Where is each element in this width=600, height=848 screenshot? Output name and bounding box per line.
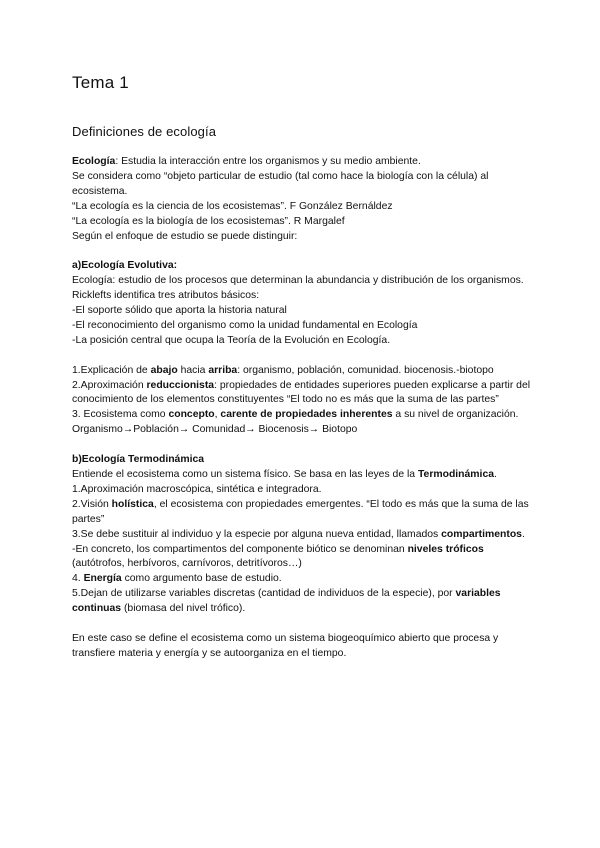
page-title: Tema 1	[72, 73, 129, 92]
section-b-line: 4. Energía como argumento base de estudio.	[72, 573, 282, 585]
section-b-line: 2.Visión holística, el ecosistema con propiedades emergentes. “El todo es más que la suma de las partes”	[72, 498, 529, 525]
section-title: Definiciones de ecología	[72, 124, 217, 139]
section-a-line: Ricklefts identifica tres atributos básicos:	[72, 290, 260, 302]
section-b-line: 3.Se debe sustituir al individuo y la especie por alguna nueva entidad, llamados compartimentos.	[72, 528, 525, 540]
section-a-point-1: 1.Explicación de abajo hacia arriba: organismo, población, comunidad. biocenosis.-biotopo	[72, 364, 494, 376]
section-b-line: 5.Dejan de utilizarse variables discretas (cantidad de individuos de la especie), por variables continuas (biomasa del nivel trófico).	[72, 588, 501, 615]
section-a-line: -El soporte sólido que aporta la historia natural	[72, 305, 287, 317]
section-b-heading: b)Ecología Termodinámica	[72, 454, 205, 466]
intro-definition: Ecología: Estudia la interacción entre los organismos y su medio ambiente.	[72, 156, 421, 167]
hierarchy-chain: Organismo→Población→ Comunidad→ Biocenosis→ Biotopo	[72, 424, 358, 436]
section-a-line: Ecología: estudio de los procesos que determinan la abundancia y distribución de los organismos.	[72, 275, 524, 287]
intro-line: Según el enfoque de estudio se puede distinguir:	[72, 230, 298, 242]
section-a-point-2: 2.Aproximación reduccionista: propiedades de entidades superiores pueden explicarse a partir del conocimiento de los elementos constituyentes “El todo no es más que la suma de las partes”	[72, 379, 531, 406]
intro-line: Se considera como “objeto particular de estudio (tal como hace la biología con la célula) al ecosistema.	[72, 170, 489, 197]
quote-gonzalez: “La ecología es la ciencia de los ecosistemas”. F González Bernáldez	[72, 200, 393, 212]
section-b-line: 1.Aproximación macroscópica, sintética e integradora.	[72, 483, 322, 495]
term-ecologia: Ecología	[72, 156, 116, 167]
section-a-heading: a)Ecología Evolutiva:	[72, 260, 178, 272]
section-b-line: Entiende el ecosistema como un sistema físico. Se basa en las leyes de la Termodinámica.	[72, 468, 497, 480]
section-a-line: -La posición central que ocupa la Teoría de la Evolución en Ecología.	[72, 334, 391, 346]
section-a-line: -El reconocimiento del organismo como la unidad fundamental en Ecología	[72, 319, 418, 331]
quote-margalef: “La ecología es la biología de los ecosistemas”. R Margalef	[72, 215, 345, 227]
section-b-line: -En concreto, los compartimentos del componente biótico se denominan niveles tróficos (autótrofos, herbívoros, carnívoros, detritívoros…)	[72, 543, 484, 570]
section-a-point-3: 3. Ecosistema como concepto, carente de propiedades inherentes a su nivel de organización.	[72, 409, 519, 421]
closing-paragraph: En este caso se define el ecosistema como un sistema biogeoquímico abierto que procesa y transfiere materia y energía y se autoorganiza en el tiempo.	[72, 632, 499, 659]
document-body	[72, 155, 532, 662]
